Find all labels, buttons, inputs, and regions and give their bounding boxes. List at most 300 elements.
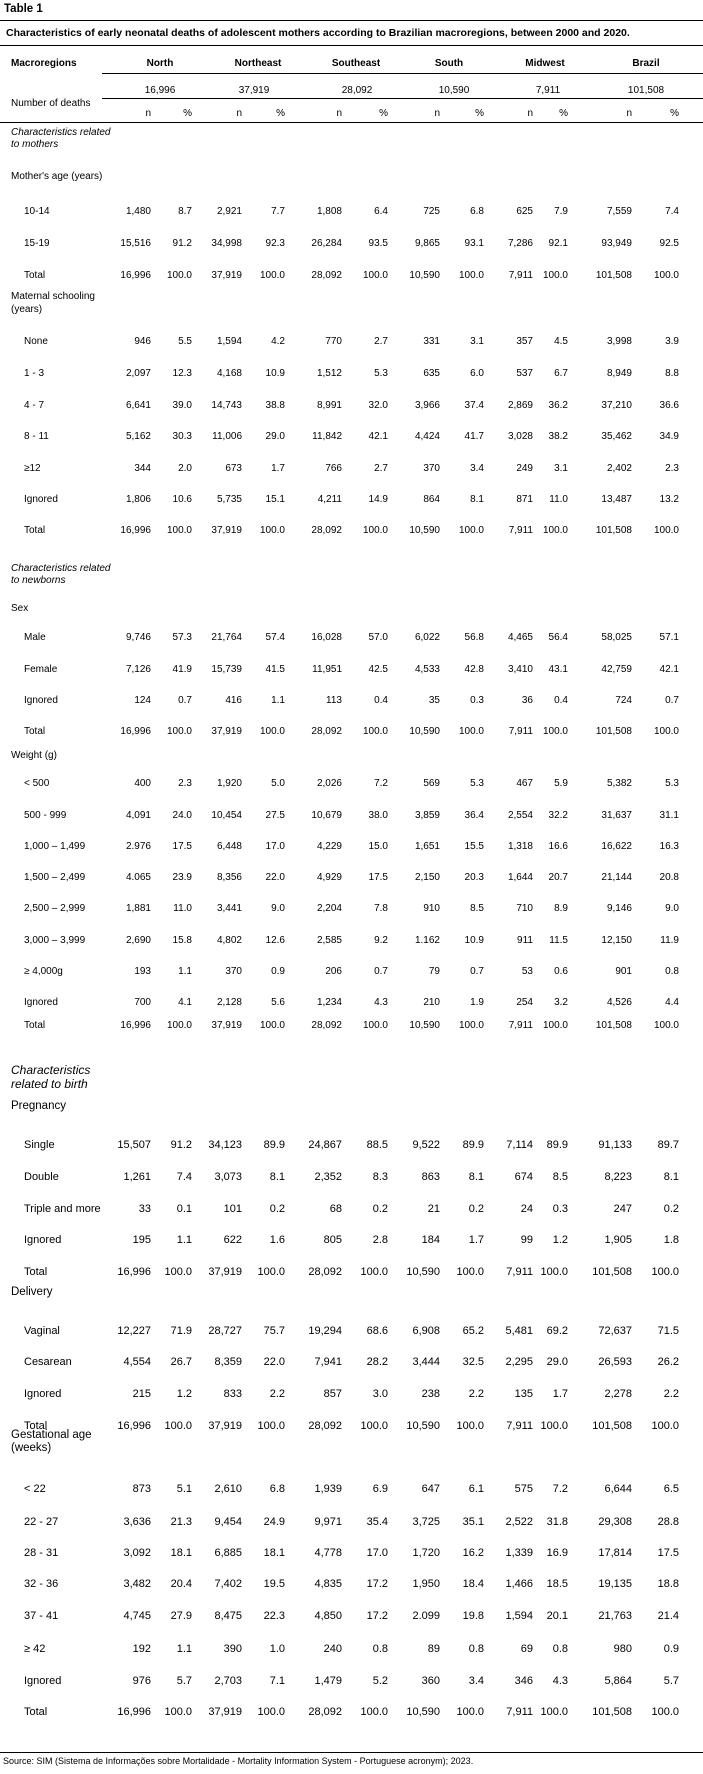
group-label: Delivery <box>11 1286 53 1298</box>
cell-pct: 8.1 <box>663 1171 679 1183</box>
cell-n: 93,949 <box>601 238 632 249</box>
cell-pct: 1.1 <box>176 1643 192 1655</box>
cell-n: 36 <box>521 695 533 706</box>
cell-pct: 1.8 <box>663 1234 679 1246</box>
cell-pct: 8.3 <box>372 1171 388 1183</box>
cell-n: 89 <box>427 1643 440 1655</box>
cell-n: 2,610 <box>214 1483 242 1495</box>
cell-n: 21,144 <box>601 872 632 883</box>
cell-pct: 12.6 <box>265 935 285 946</box>
cell-n: 21,763 <box>598 1610 632 1622</box>
cell-n: 11,006 <box>212 431 242 442</box>
cell-n: 8,949 <box>606 368 632 379</box>
cell-n: 2,522 <box>505 1516 533 1528</box>
cell-n: 195 <box>132 1234 151 1246</box>
cell-pct: 65.2 <box>462 1325 484 1337</box>
section-label: Characteristics related to mothers <box>11 127 111 150</box>
pct-header: % <box>670 108 679 119</box>
cell-pct: 17.0 <box>366 1547 388 1559</box>
cell-pct: 0.2 <box>269 1203 285 1215</box>
cell-pct: 2.2 <box>468 1388 484 1400</box>
cell-pct: 0.7 <box>374 966 388 977</box>
cell-n: 1,720 <box>412 1547 440 1559</box>
group-label: Mother's age (years) <box>11 171 103 182</box>
cell-pct: 5.0 <box>271 778 285 789</box>
cell-n: 4,091 <box>125 810 151 821</box>
cell-pct: 22.3 <box>263 1610 285 1622</box>
row-label: 15-19 <box>24 238 50 249</box>
cell-n: 42,759 <box>601 664 632 675</box>
cell-pct: 14.9 <box>368 494 388 505</box>
cell-n: 647 <box>421 1483 440 1495</box>
cell-n: 9,146 <box>606 903 632 914</box>
cell-n: 215 <box>132 1388 151 1400</box>
cell-pct: 100.0 <box>166 1020 192 1031</box>
region-header-brazil: Brazil <box>632 58 660 69</box>
cell-pct: 100.0 <box>360 1420 388 1432</box>
row-label: Double <box>24 1171 59 1183</box>
cell-n: 53 <box>521 966 533 977</box>
cell-n: 2,026 <box>316 778 342 789</box>
cell-n: 4.065 <box>125 872 151 883</box>
deaths-count: 28,092 <box>341 85 373 96</box>
cell-n: 346 <box>514 1675 533 1687</box>
cell-pct: 0.7 <box>665 695 679 706</box>
cell-n: 21,764 <box>211 632 242 643</box>
cell-n: 3,998 <box>606 336 632 347</box>
pct-header: % <box>379 108 388 119</box>
cell-pct: 89.9 <box>462 1139 484 1151</box>
cell-n: 7,911 <box>508 525 533 536</box>
cell-pct: 0.6 <box>554 966 568 977</box>
cell-n: 4,229 <box>316 841 342 852</box>
row-label: Total <box>24 726 46 737</box>
cell-n: 7,911 <box>506 1420 533 1432</box>
cell-pct: 42.8 <box>464 664 484 675</box>
cell-n: 833 <box>223 1388 242 1400</box>
cell-n: 2.099 <box>412 1610 440 1622</box>
cell-pct: 1.6 <box>269 1234 285 1246</box>
cell-pct: 18.8 <box>657 1578 679 1590</box>
cell-pct: 69.2 <box>546 1325 568 1337</box>
cell-pct: 17.5 <box>172 841 192 852</box>
cell-n: 467 <box>516 778 533 789</box>
cell-n: 2,690 <box>125 935 151 946</box>
cell-pct: 100.0 <box>458 525 484 536</box>
cell-pct: 92.3 <box>265 238 285 249</box>
cell-n: 35 <box>428 695 440 706</box>
cell-n: 910 <box>423 903 440 914</box>
cell-n: 5,481 <box>505 1325 533 1337</box>
cell-n: 1,339 <box>505 1547 533 1559</box>
cell-n: 805 <box>323 1234 342 1246</box>
cell-pct: 0.7 <box>470 966 484 977</box>
cell-n: 3,441 <box>216 903 242 914</box>
cell-n: 7,114 <box>506 1139 533 1151</box>
cell-pct: 100.0 <box>651 1266 679 1278</box>
cell-pct: 23.9 <box>172 872 192 883</box>
cell-n: 101,508 <box>595 1020 632 1031</box>
cell-n: 9,865 <box>414 238 440 249</box>
cell-pct: 100.0 <box>542 525 568 536</box>
row-label: Ignored <box>24 1388 62 1400</box>
cell-pct: 6.4 <box>374 206 388 217</box>
cell-pct: 10.6 <box>172 494 192 505</box>
cell-pct: 1.2 <box>176 1388 192 1400</box>
cell-pct: 5.2 <box>372 1675 388 1687</box>
cell-n: 1,644 <box>507 872 533 883</box>
cell-n: 4,424 <box>414 431 440 442</box>
cell-n: 37,919 <box>211 525 242 536</box>
cell-n: 5,382 <box>606 778 632 789</box>
macroregions-header: Macroregions <box>11 58 77 69</box>
cell-pct: 100.0 <box>164 1420 192 1432</box>
cell-pct: 3.4 <box>470 463 484 474</box>
region-header-northeast: Northeast <box>234 58 282 69</box>
cell-n: 1,651 <box>414 841 440 852</box>
cell-pct: 36.6 <box>659 400 679 411</box>
cell-pct: 68.6 <box>366 1325 388 1337</box>
cell-n: 5,162 <box>125 431 151 442</box>
cell-pct: 20.1 <box>546 1610 568 1622</box>
row-label: Female <box>24 664 58 675</box>
cell-n: 537 <box>516 368 533 379</box>
row-label: Cesarean <box>24 1356 72 1368</box>
cell-pct: 24.9 <box>263 1516 285 1528</box>
cell-pct: 100.0 <box>540 1706 568 1718</box>
region-header-southeast: Southeast <box>331 58 381 69</box>
cell-pct: 0.2 <box>372 1203 388 1215</box>
cell-n: 873 <box>132 1483 151 1495</box>
cell-pct: 12.3 <box>172 368 192 379</box>
cell-pct: 8.9 <box>554 903 568 914</box>
cell-pct: 93.5 <box>368 238 388 249</box>
cell-pct: 38.2 <box>548 431 568 442</box>
row-label: Ignored <box>24 997 58 1008</box>
cell-n: 1,594 <box>505 1610 533 1622</box>
cell-n: 1,905 <box>604 1234 632 1246</box>
row-label: Ignored <box>24 695 58 706</box>
cell-pct: 100.0 <box>362 270 388 281</box>
cell-pct: 35.1 <box>462 1516 484 1528</box>
cell-n: 240 <box>323 1643 342 1655</box>
cell-pct: 7.8 <box>374 903 388 914</box>
cell-pct: 3.0 <box>372 1388 388 1400</box>
region-header-north: North <box>146 58 174 69</box>
row-label: None <box>24 336 48 347</box>
cell-n: 725 <box>423 206 440 217</box>
cell-n: 357 <box>516 336 533 347</box>
pct-header: % <box>559 108 568 119</box>
cell-n: 37,919 <box>211 270 242 281</box>
cell-pct: 11.0 <box>549 494 568 505</box>
cell-n: 28,092 <box>311 525 342 536</box>
cell-n: 24 <box>520 1203 533 1215</box>
cell-pct: 7.7 <box>271 206 285 217</box>
top-rule <box>0 20 703 21</box>
cell-n: 101,508 <box>595 525 632 536</box>
row-label: Total <box>24 1266 48 1278</box>
cell-n: 946 <box>134 336 151 347</box>
cell-pct: 10.9 <box>265 368 285 379</box>
cell-n: 113 <box>326 695 342 706</box>
cell-n: 1,466 <box>505 1578 533 1590</box>
cell-pct: 4.3 <box>552 1675 568 1687</box>
cell-pct: 100.0 <box>257 1420 285 1432</box>
cell-pct: 9.0 <box>665 903 679 914</box>
cell-n: 6,644 <box>604 1483 632 1495</box>
cell-n: 2,278 <box>604 1388 632 1400</box>
row-label: Total <box>24 270 46 281</box>
cell-n: 4,802 <box>216 935 242 946</box>
cell-n: 390 <box>223 1643 242 1655</box>
cell-pct: 1.2 <box>552 1234 568 1246</box>
cell-n: 7,911 <box>508 270 533 281</box>
cell-pct: 5.7 <box>176 1675 192 1687</box>
cell-pct: 1.7 <box>552 1388 568 1400</box>
cell-pct: 8.5 <box>552 1171 568 1183</box>
cell-pct: 88.5 <box>366 1139 388 1151</box>
cell-n: 16,996 <box>120 1020 151 1031</box>
cell-n: 28,092 <box>308 1420 342 1432</box>
cell-n: 10,590 <box>406 1266 440 1278</box>
pct-header: % <box>183 108 192 119</box>
cell-n: 79 <box>428 966 440 977</box>
cell-n: 911 <box>517 935 533 946</box>
cell-n: 2,150 <box>414 872 440 883</box>
cell-pct: 3.2 <box>554 997 568 1008</box>
cell-pct: 57.1 <box>659 632 679 643</box>
cell-pct: 71.9 <box>170 1325 192 1337</box>
cell-pct: 19.5 <box>263 1578 285 1590</box>
cell-pct: 1.1 <box>178 966 192 977</box>
row-label: Single <box>24 1139 55 1151</box>
row-label: 1,500 – 2,499 <box>24 872 86 883</box>
caption-rule <box>0 45 703 46</box>
cell-n: 370 <box>423 463 440 474</box>
cell-n: 34,123 <box>208 1139 242 1151</box>
cell-n: 635 <box>423 368 440 379</box>
cell-n: 37,919 <box>211 1020 242 1031</box>
cell-pct: 15.5 <box>464 841 484 852</box>
cell-pct: 4.5 <box>554 336 568 347</box>
cell-n: 21 <box>427 1203 440 1215</box>
cell-n: 625 <box>516 206 533 217</box>
cell-pct: 16.6 <box>548 841 568 852</box>
cell-pct: 1.1 <box>271 695 285 706</box>
cell-pct: 7.2 <box>552 1483 568 1495</box>
cell-n: 28,092 <box>308 1266 342 1278</box>
cell-n: 6,908 <box>412 1325 440 1337</box>
cell-pct: 7.1 <box>269 1675 285 1687</box>
cell-n: 2,921 <box>216 206 242 217</box>
row-label: 22 - 27 <box>24 1516 59 1528</box>
cell-n: 10,590 <box>409 525 440 536</box>
cell-pct: 8.5 <box>470 903 484 914</box>
cell-pct: 100.0 <box>166 726 192 737</box>
cell-n: 7,559 <box>606 206 632 217</box>
cell-n: 1,318 <box>507 841 533 852</box>
cell-n: 15,739 <box>211 664 242 675</box>
cell-pct: 6.5 <box>663 1483 679 1495</box>
cell-n: 1,939 <box>314 1483 342 1495</box>
cell-pct: 42.1 <box>659 664 679 675</box>
cell-pct: 93.1 <box>464 238 484 249</box>
deaths-count: 101,508 <box>627 85 665 96</box>
cell-pct: 30.3 <box>172 431 192 442</box>
cell-pct: 35.4 <box>366 1516 388 1528</box>
deaths-count: 7,911 <box>535 85 561 96</box>
row-label: 10-14 <box>24 206 50 217</box>
cell-n: 101,508 <box>592 1266 632 1278</box>
bottom-rule <box>0 1752 703 1753</box>
cell-pct: 31.8 <box>546 1516 568 1528</box>
cell-pct: 8.1 <box>269 1171 285 1183</box>
cell-n: 4,533 <box>414 664 440 675</box>
cell-n: 3,410 <box>507 664 533 675</box>
cell-pct: 2.7 <box>374 336 388 347</box>
cell-n: 10,590 <box>409 270 440 281</box>
cell-pct: 100.0 <box>542 1020 568 1031</box>
cell-n: 2,352 <box>314 1171 342 1183</box>
cell-n: 4,929 <box>316 872 342 883</box>
cell-pct: 32.2 <box>548 810 568 821</box>
cell-n: 3,092 <box>123 1547 151 1559</box>
row-label: ≥ 42 <box>24 1643 46 1655</box>
cell-pct: 0.9 <box>271 966 285 977</box>
cell-pct: 6.1 <box>468 1483 484 1495</box>
cell-pct: 41.9 <box>172 664 192 675</box>
cell-n: 10,590 <box>409 1020 440 1031</box>
row-label: Total <box>24 1020 46 1031</box>
cell-pct: 11.0 <box>173 903 192 914</box>
cell-n: 91,133 <box>598 1139 632 1151</box>
cell-n: 7,402 <box>214 1578 242 1590</box>
cell-pct: 100.0 <box>653 726 679 737</box>
cell-n: 34,998 <box>211 238 242 249</box>
row-label: Triple and more <box>24 1203 101 1215</box>
cell-pct: 100.0 <box>456 1420 484 1432</box>
cell-pct: 100.0 <box>653 1020 679 1031</box>
cell-pct: 7.4 <box>665 206 679 217</box>
cell-n: 9,522 <box>412 1139 440 1151</box>
cell-n: 1,594 <box>216 336 242 347</box>
row-label: 37 - 41 <box>24 1610 59 1622</box>
cell-pct: 0.7 <box>178 695 192 706</box>
cell-n: 9,746 <box>125 632 151 643</box>
cell-pct: 8.8 <box>665 368 679 379</box>
cell-pct: 6.0 <box>470 368 484 379</box>
cell-pct: 56.8 <box>464 632 484 643</box>
cell-pct: 36.2 <box>548 400 568 411</box>
n-header: n <box>434 108 440 119</box>
cell-n: 11,842 <box>312 431 342 442</box>
cell-n: 247 <box>613 1203 632 1215</box>
source-note: Source: SIM (Sistema de Informações sobre Mortalidade - Mortality Information System - Portuguese acronym); 2023. <box>3 1756 474 1766</box>
cell-n: 101 <box>223 1203 242 1215</box>
cell-n: 3,725 <box>412 1516 440 1528</box>
cell-pct: 100.0 <box>362 1020 388 1031</box>
cell-n: 7,911 <box>508 726 533 737</box>
cell-n: 28,092 <box>311 1020 342 1031</box>
cell-pct: 100.0 <box>653 270 679 281</box>
header-sub-rule-2 <box>102 98 703 99</box>
cell-pct: 100.0 <box>540 1420 568 1432</box>
cell-n: 8,356 <box>216 872 242 883</box>
cell-n: 416 <box>225 695 242 706</box>
cell-pct: 28.2 <box>366 1356 388 1368</box>
cell-pct: 5.3 <box>374 368 388 379</box>
cell-n: 3,482 <box>123 1578 151 1590</box>
row-label: 4 - 7 <box>24 400 45 411</box>
cell-pct: 42.1 <box>368 431 388 442</box>
cell-pct: 92.5 <box>659 238 679 249</box>
cell-pct: 3.4 <box>468 1675 484 1687</box>
cell-pct: 5.9 <box>554 778 568 789</box>
cell-n: 980 <box>613 1643 632 1655</box>
cell-pct: 22.0 <box>263 1356 285 1368</box>
cell-n: 28,092 <box>311 726 342 737</box>
cell-pct: 100.0 <box>164 1706 192 1718</box>
cell-n: 37,210 <box>601 400 632 411</box>
cell-n: 622 <box>223 1234 242 1246</box>
n-header: n <box>527 108 533 119</box>
n-header: n <box>145 108 151 119</box>
cell-n: 16,996 <box>117 1706 151 1718</box>
cell-pct: 24.0 <box>172 810 192 821</box>
cell-pct: 43.1 <box>548 664 568 675</box>
cell-pct: 27.9 <box>170 1610 192 1622</box>
region-header-south: South <box>434 58 464 69</box>
cell-pct: 100.0 <box>542 726 568 737</box>
cell-pct: 9.2 <box>374 935 388 946</box>
cell-pct: 100.0 <box>259 525 285 536</box>
cell-n: 15,507 <box>117 1139 151 1151</box>
row-label: 1 - 3 <box>24 368 45 379</box>
cell-pct: 17.2 <box>366 1578 388 1590</box>
cell-pct: 100.0 <box>653 525 679 536</box>
cell-pct: 0.8 <box>665 966 679 977</box>
cell-pct: 2.2 <box>663 1388 679 1400</box>
cell-n: 2,097 <box>125 368 151 379</box>
cell-pct: 75.7 <box>263 1325 285 1337</box>
group-label: Sex <box>11 603 29 614</box>
cell-n: 26,593 <box>598 1356 632 1368</box>
cell-pct: 18.4 <box>462 1578 484 1590</box>
cell-n: 7,911 <box>508 1020 533 1031</box>
cell-pct: 2.7 <box>374 463 388 474</box>
cell-pct: 1.1 <box>176 1234 192 1246</box>
cell-n: 6,641 <box>125 400 151 411</box>
cell-pct: 2.3 <box>178 778 192 789</box>
cell-pct: 5.5 <box>178 336 192 347</box>
cell-n: 2,128 <box>216 997 242 1008</box>
cell-pct: 91.2 <box>172 238 192 249</box>
cell-pct: 4.1 <box>178 997 192 1008</box>
cell-pct: 29.0 <box>546 1356 568 1368</box>
cell-pct: 17.0 <box>265 841 285 852</box>
cell-pct: 28.8 <box>657 1516 679 1528</box>
cell-pct: 7.2 <box>374 778 388 789</box>
header-sub-rule-1 <box>102 73 703 74</box>
cell-n: 766 <box>325 463 342 474</box>
cell-n: 17,814 <box>598 1547 632 1559</box>
cell-n: 9,454 <box>214 1516 242 1528</box>
cell-pct: 6.7 <box>554 368 568 379</box>
cell-pct: 56.4 <box>548 632 568 643</box>
cell-pct: 6.8 <box>470 206 484 217</box>
cell-pct: 31.1 <box>659 810 679 821</box>
